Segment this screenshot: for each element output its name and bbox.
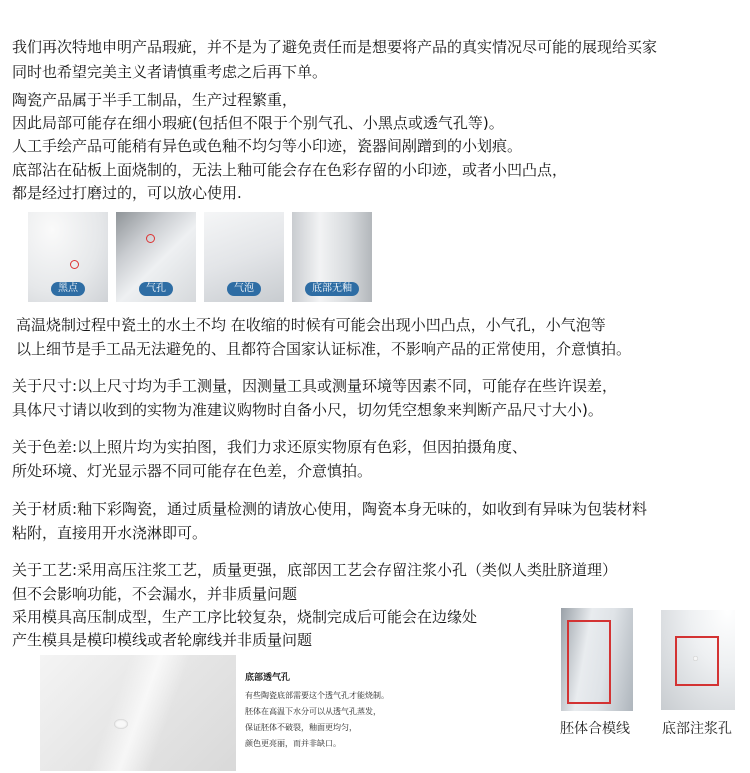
craft-line-3: 采用模具高压制成型，生产工序比较复杂，烧制完成后可能会在边缘处: [12, 608, 478, 626]
ceramic-line-4: 底部沾在砧板上面烧制的，无法上釉可能会存在色彩存留的小印迹，或者小凹凸点，: [12, 161, 568, 179]
injection-hole-photo: [661, 610, 735, 710]
craft-line-2: 但不会影响功能，不会漏水，并非质量问题: [12, 585, 298, 603]
highlight-box: [567, 620, 611, 704]
material-line-2: 粘附，直接用开水浇淋即可。: [12, 524, 208, 542]
defect-photo-unglazed-bottom: [292, 212, 372, 302]
highlight-circle: [70, 260, 79, 269]
craft-line-1: 关于工艺:采用高压注浆工艺，质量更强，底部因工艺会存留注浆小孔（类似人类肚脐道理）: [12, 561, 618, 579]
defect-photo-black-dot: [28, 212, 108, 302]
vent-note-line: 有些陶瓷底部需要这个透气孔才能烧制。: [245, 691, 389, 700]
glaze-reflection: [89, 655, 191, 771]
ceramic-line-1: 陶瓷产品属于半手工制品，生产过程繁重，: [12, 91, 298, 109]
craft-line-4: 产生模具是模印模线或者轮廓线并非质量问题: [12, 631, 313, 649]
vent-note-line: 保证胚体不破裂，釉面更均匀，: [245, 723, 357, 732]
photo-label: 黑点: [51, 282, 85, 296]
photo-label: 气孔: [139, 282, 173, 296]
ceramic-line-2: 因此局部可能存在细小瑕疵(包括但不限于个别气孔、小黑点或透气孔等)。: [12, 114, 504, 132]
defect-photo-air-hole: [116, 212, 196, 302]
firing-line-1: 高温烧制过程中瓷土的水土不均 在收缩的时候有可能会出现小凹凸点，小气孔，小气泡等: [16, 316, 606, 334]
highlight-circle: [146, 234, 155, 243]
vent-hole-photo: [40, 655, 236, 771]
highlight-box: [675, 636, 719, 686]
color-line-1: 关于色差:以上照片均为实拍图，我们力求还原实物原有色彩，但因拍摄角度、: [12, 438, 528, 456]
mold-line-caption: 胚体合模线: [560, 721, 630, 737]
vent-hole: [114, 719, 128, 729]
vent-note-title: 底部透气孔: [245, 673, 291, 683]
size-line-1: 关于尺寸:以上尺寸均为手工测量，因测量工具或测量环境等因素不同，可能存在些许误差，: [12, 377, 618, 395]
vent-note-line: 胚体在高温下水分可以从透气孔蒸发，: [245, 707, 381, 716]
intro-line-1: 我们再次特地申明产品瑕疵，并不是为了避免责任而是想要将产品的真实情况尽可能的展现给买家: [12, 38, 658, 56]
injection-hole: [693, 656, 698, 661]
ceramic-line-3: 人工手绘产品可能稍有异色或色釉不均匀等小印迹，瓷器间剐蹭到的小划痕。: [12, 137, 523, 155]
defect-photo-bubble: [204, 212, 284, 302]
color-line-2: 所处环境、灯光显示器不同可能存在色差，介意慎拍。: [12, 462, 373, 480]
mold-line-photo: [561, 608, 633, 711]
material-line-1: 关于材质:釉下彩陶瓷，通过质量检测的请放心使用，陶瓷本身无味的，如收到有异味为包装材料: [12, 500, 648, 518]
ceramic-line-5: 都是经过打磨过的，可以放心使用.: [12, 184, 242, 202]
vent-note-line: 颜色更亮丽，而并非缺口。: [245, 739, 341, 748]
size-line-2: 具体尺寸请以收到的实物为准建议购物时自备小尺，切勿凭空想象来判断产品尺寸大小)。: [12, 401, 603, 419]
photo-label: 气泡: [227, 282, 261, 296]
injection-hole-caption: 底部注浆孔: [662, 721, 732, 737]
firing-line-2: 以上细节是手工品无法避免的、且都符合国家认证标准，不影响产品的正常使用，介意慎拍。: [16, 340, 632, 358]
photo-label: 底部无釉: [305, 282, 359, 296]
intro-line-2: 同时也希望完美主义者请慎重考虑之后再下单。: [12, 63, 328, 81]
